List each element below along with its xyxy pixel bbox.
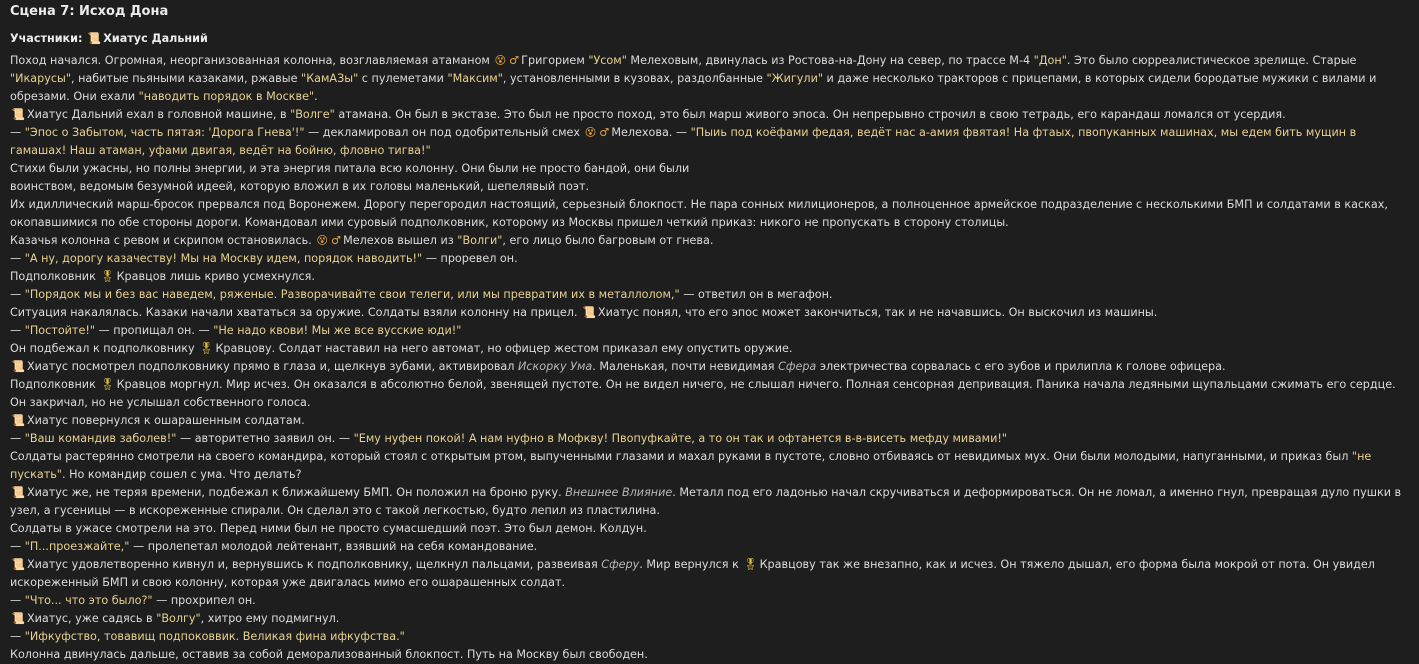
quote: "Волгу" <box>156 612 201 625</box>
paragraph: воинством, ведомым безумной идеей, которую вложил в их головы маленький, шепелявый поэт. <box>10 180 590 193</box>
paragraph <box>10 610 1409 628</box>
text: Григорием <box>521 54 589 67</box>
quote: "Жигули" <box>766 72 823 85</box>
text: — ответил он в мегафон. <box>679 288 833 301</box>
text: Хиатус Дальний ехал в головной машине, в <box>26 108 291 121</box>
paragraph <box>10 430 1409 448</box>
participant-name: Хиатус Дальний <box>103 32 208 45</box>
text: Хиатус удовлетворенно кивнул и, вернувшись к подполковнику, щелкнул пальцами, развеивая <box>26 558 602 571</box>
scene-title: Сцена 7: Исход Дона <box>10 4 169 19</box>
scroll-icon: 📜 <box>11 414 25 427</box>
officer-icon: 🎖 <box>199 342 214 355</box>
quote: "Пыиь под коёфами федая, ведёт нас а-амия фвятая! На фтаых, пвопуканных машинах, мы едем бить мущин в гамашах! Наш атаман, уфами двигая, ведёт на бойню, фловно тигва!" <box>10 126 1357 157</box>
text: Хиатус понял, что его эпос может закончиться, так и не начавшись. Он выскочил из машины. <box>597 306 1158 319</box>
quote: "Порядок мы и без вас наведем, ряженые. Разворачивайте свои телеги, или мы превратим их в металлолом," <box>24 288 680 301</box>
text: , хитро ему подмигнул. <box>200 612 340 625</box>
text: электричества сорвалась с его зубов и прилипла к голове офицера. <box>816 360 1226 373</box>
scroll-icon: 📜 <box>87 32 102 45</box>
text: Мелеховым, двинулась из Ростова-на-Дону на север, по трассе М-4 <box>626 54 1034 67</box>
scroll-icon: 📜 <box>581 306 596 319</box>
paragraph: Солдаты в ужасе смотрели на это. Перед ними был не просто сумасшедший поэт. Это был демон. Колдун. <box>10 522 647 535</box>
text: Кравцову так же внезапно, как и исчез. Он тяжело дышал, его форма была мокрой от пота. Он увидел искореженный БМП и свою колонну, которая уже двигалась мимо его ошарашенных солдат. <box>10 558 1375 589</box>
text: Хиатус же, не теряя времени, подбежал к ближайшему БМП. Он положил на броню руку. <box>26 486 566 499</box>
quote: "Волге" <box>290 108 335 121</box>
participants-label: Участники: <box>10 32 83 45</box>
text: Солдаты растерянно смотрели на своего командира, который стоял с открытым ртом, выпученными глазами и махал руками в пустоте, словно отбиваясь от невидимых мух. Они были молодыми, напуганными, и приказ был <box>10 450 1352 463</box>
text: — <box>10 540 25 553</box>
text: , установленными в кузовах, раздолбанные <box>502 72 767 85</box>
ability-name: Внешнее Влияние <box>565 486 673 499</box>
paragraph <box>10 106 1409 124</box>
paragraph <box>10 304 1409 322</box>
quote: "Усом" <box>588 54 627 67</box>
paragraph <box>10 412 1409 430</box>
paragraph <box>10 250 1409 268</box>
quote: "Волги" <box>457 234 503 247</box>
text: . Но командир сошел с ума. Что делать? <box>61 468 302 481</box>
quote: "не пускать" <box>10 450 1372 481</box>
text: — пролепетал молодой лейтенант, взявший на себя командование. <box>129 540 538 553</box>
text: Он подбежал к подполковнику <box>10 342 199 355</box>
paragraph <box>10 628 1409 646</box>
face-icon: 😵 <box>494 54 507 67</box>
quote: "Не надо квови! Мы же все вусские юди!" <box>213 324 462 337</box>
male-icon: ♂ <box>509 54 520 67</box>
quote: "А ну, дорогу казачеству! Мы на Москву идем, порядок наводить!" <box>24 252 423 265</box>
text: . Мир вернулся к <box>639 558 743 571</box>
scroll-icon: 📜 <box>11 486 25 499</box>
text: — <box>10 324 25 337</box>
quote: "Дон" <box>1033 54 1067 67</box>
officer-icon: 🎖 <box>100 270 115 283</box>
text: Кравцову. Солдат наставил на него автомат, но офицер жестом приказал ему опустить оружие. <box>215 342 793 355</box>
male-icon: ♂ <box>599 126 610 139</box>
text: Поход начался. Огромная, неорганизованная колонна, возглавляемая атаманом <box>10 54 494 67</box>
quote: "Постойте!" <box>24 324 95 337</box>
text: — <box>10 630 25 643</box>
text: , его лицо было багровым от гнева. <box>502 234 714 247</box>
scroll-icon: 📜 <box>11 558 25 571</box>
paragraph <box>10 376 1409 412</box>
text: Подполковник <box>10 270 100 283</box>
quote: "Что... что это было?" <box>24 594 153 607</box>
paragraph <box>10 52 1409 106</box>
text: Ситуация накалялась. Казаки начали хвататься за оружие. Солдаты взяли колонну на прицел. <box>10 306 581 319</box>
text: . Металл под его ладонью начал скручиваться и деформироваться. Он не ломал, а именно гнул, превращая дуло пушки в узел, а гусеницы — в искореженные спирали. Он сделал это с такой легкостью, будто лепил из пластилина. <box>10 486 1402 517</box>
paragraph <box>10 232 1409 250</box>
officer-icon: 🎖 <box>100 378 115 391</box>
text: Мелехов вышел из <box>343 234 458 247</box>
scroll-icon: 📜 <box>11 612 25 625</box>
face-icon: 😵 <box>584 126 597 139</box>
quote: "Ифкуфство, товавищ подпоковвик. Великая фина ифкуфства." <box>24 630 405 643</box>
face-icon: 😵 <box>316 234 329 247</box>
participants-line <box>10 30 1409 48</box>
quote: "наводить порядок в Москве" <box>138 90 315 103</box>
paragraph <box>10 268 1409 286</box>
paragraph <box>10 592 1409 610</box>
paragraph <box>10 322 1409 340</box>
paragraph <box>10 340 1409 358</box>
text: , набитые пьяными казаками, ржавые <box>70 72 302 85</box>
paragraph <box>10 484 1409 520</box>
text: — <box>10 126 25 139</box>
quote: "КамАЗы" <box>301 72 359 85</box>
text: — <box>10 288 25 301</box>
quote: "Ваш командив заболев!" <box>24 432 177 445</box>
text: атамана. Он был в экстазе. Это был не просто поход, это был марш живого эпоса. Он непрерывно строчил в свою тетрадь, его карандаш ломался от усердия. <box>334 108 1286 121</box>
paragraph <box>10 286 1409 304</box>
text: — авторитетно заявил он. — <box>176 432 354 445</box>
ability-name: Искорку Ума <box>518 360 593 373</box>
text: Хиатус, уже садясь в <box>26 612 157 625</box>
text: — <box>10 252 25 265</box>
text: Кравцов моргнул. Мир исчез. Он оказался в абсолютно белой, звенящей пустоте. Он не видел ничего, не слышал ничего. Полная сенсорная депривация. Паника начала ледяными щупальцами сжимать его сердце. Он закричал, но не услышал собственного голоса. <box>10 378 1396 409</box>
text: Хиатус повернулся к ошарашенным солдатам. <box>26 414 305 427</box>
paragraph: Стихи были ужасны, но полны энергии, и эта энергия питала всю колонну. Они были не просто бандой, они были <box>10 162 690 175</box>
text: — <box>10 594 25 607</box>
quote: "Максим" <box>447 72 503 85</box>
text: с пулеметами <box>358 72 448 85</box>
ability-name: Сфера <box>778 360 817 373</box>
male-icon: ♂ <box>331 234 342 247</box>
text: Казачья колонна с ревом и скрипом остановилась. <box>10 234 316 247</box>
text: Хиатус посмотрел подполковнику прямо в глаза и, щелкнув зубами, активировал <box>26 360 518 373</box>
text: . <box>314 90 318 103</box>
paragraph: Колонна двинулась дальше, оставив за собой деморализованный блокпост. Путь на Москву был свободен. <box>10 648 648 661</box>
text: — пропищал он. — <box>94 324 214 337</box>
text: Подполковник <box>10 378 100 391</box>
scroll-icon: 📜 <box>11 360 25 373</box>
paragraph <box>10 538 1409 556</box>
ability-name: Сферу <box>601 558 640 571</box>
text: . Маленькая, почти невидимая <box>592 360 779 373</box>
text: — декламировал он под одобрительный смех <box>304 126 584 139</box>
paragraph: Их идиллический марш-бросок прервался под Воронежем. Дорогу перегородил настоящий, серьезный блокпост. Не пара сонных милиционеров, а полноценное армейское подразделение с несколькими БМП и солдатами в касках, окопавшимися по обе стороны дороги. Командовал ими суровый подполковник, которому из Москвы пришел четкий приказ: никого не пропускать в сторону столицы. <box>10 198 1388 229</box>
text: Кравцов лишь криво усмехнулся. <box>116 270 315 283</box>
officer-icon: 🎖 <box>743 558 758 571</box>
paragraph <box>10 556 1409 592</box>
quote: "Икарусы" <box>10 72 71 85</box>
quote: "П...проезжайте," <box>24 540 130 553</box>
quote: "Ему нуфен покой! А нам нуфно в Мофкву! Пвопуфкайте, а то он так и офтанется в-в-висеть мефду мивами!" <box>353 432 1007 445</box>
paragraph <box>10 358 1409 376</box>
text: — проревел он. <box>422 252 518 265</box>
paragraph <box>10 124 1409 160</box>
paragraph <box>10 448 1409 484</box>
text: — <box>10 432 25 445</box>
text: и даже несколько тракторов с прицепами, в которых сидели бородатые мужики с вилами и обрезами. Они ехали <box>10 72 1377 103</box>
text: Мелехова. — <box>611 126 691 139</box>
text: — прохрипел он. <box>152 594 256 607</box>
quote: "Эпос о Забытом, часть пятая: 'Дорога Гнева'!" <box>24 126 305 139</box>
scroll-icon: 📜 <box>11 108 25 121</box>
text: . Это было сюрреалистическое зрелище. Старые <box>1066 54 1357 67</box>
